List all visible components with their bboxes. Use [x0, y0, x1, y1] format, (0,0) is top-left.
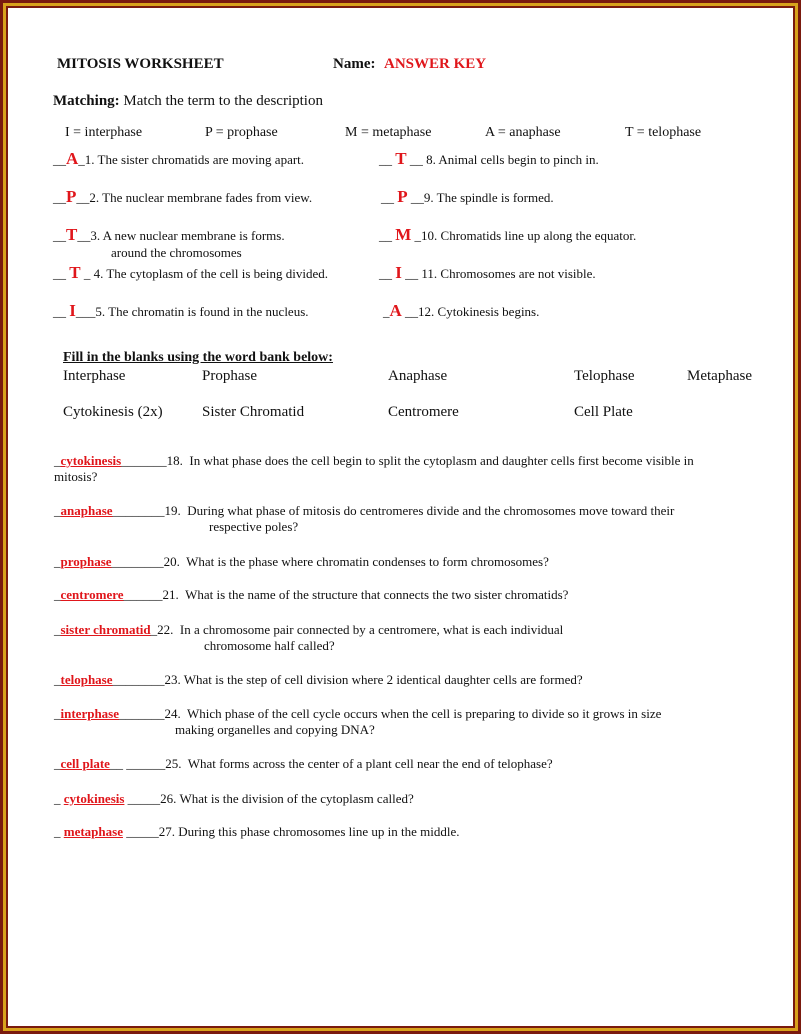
fill-answer: prophase [60, 554, 112, 569]
match-text: Animal cells begin to pinch in. [438, 152, 599, 167]
question-text: During this phase chromosomes line up in the middle. [178, 824, 460, 839]
match-item-3-continued: around the chromosomes [111, 245, 242, 260]
fill-answer: centromere [60, 587, 124, 602]
question-18-continued: mitosis? [54, 469, 98, 484]
fill-answer: sister chromatid [60, 622, 151, 637]
match-answer: I [69, 301, 76, 320]
blank-prefix: __ [53, 266, 70, 281]
question-24-continued: making organelles and copying DNA? [175, 722, 375, 737]
match-answer: T [395, 149, 407, 168]
question-text: What is the name of the structure that connects the two sister chromatids? [185, 587, 569, 602]
matching-instruction: Match the term to the description [123, 93, 323, 109]
blank-trail: _______ [119, 706, 165, 721]
question-21 [54, 587, 568, 603]
match-item-8 [379, 149, 599, 169]
match-text: The sister chromatids are moving apart. [97, 152, 305, 167]
legend-anaphase: A = anaphase [485, 125, 561, 140]
item-number: __2. [76, 190, 100, 205]
blank-lead: _ [54, 791, 64, 806]
match-item-5 [53, 301, 309, 321]
match-answer: P [397, 187, 408, 206]
fill-answer: anaphase [60, 503, 113, 518]
fill-answer: cell plate [60, 756, 110, 771]
match-answer: I [395, 263, 402, 282]
match-answer: T [69, 263, 81, 282]
word-bank-sister-chromatid: Sister Chromatid [202, 404, 305, 420]
name-label: Name: [333, 56, 376, 72]
match-item-2 [53, 187, 312, 207]
blank-lead: _ [54, 503, 61, 518]
match-text: A new nuclear membrane is forms. [102, 228, 285, 243]
question-19-continued: respective poles? [209, 519, 299, 534]
blank-trail: _____ [124, 791, 161, 806]
blank-prefix: _ [383, 304, 390, 319]
legend-metaphase: M = metaphase [345, 125, 432, 140]
blank-lead: _ [54, 587, 61, 602]
blank-trail: ________ [112, 503, 165, 518]
blank-lead: _ [54, 824, 64, 839]
question-number: 23. [164, 672, 181, 687]
match-answer: T [66, 225, 78, 244]
question-19 [54, 503, 674, 519]
blank-lead: _ [54, 453, 61, 468]
question-24 [54, 706, 661, 722]
blank-trail: ________ [111, 554, 164, 569]
worksheet-title: MITOSIS WORKSHEET [57, 56, 224, 72]
match-item-3 [53, 225, 285, 245]
match-item-1 [53, 149, 304, 169]
question-26 [54, 791, 414, 807]
item-number: __ 11. [401, 266, 438, 281]
legend-interphase: I = interphase [65, 125, 143, 140]
match-text: The nuclear membrane fades from view. [102, 190, 313, 205]
fill-answer: interphase [60, 706, 119, 721]
question-text: In what phase does the cell begin to split the cytoplasm and daughter cells first become visible in [189, 453, 694, 468]
question-25 [54, 756, 553, 772]
match-answer: A [389, 301, 402, 320]
match-text: Chromosomes are not visible. [440, 266, 596, 281]
match-answer: M [395, 225, 412, 244]
question-text: What forms across the center of a plant cell near the end of telophase? [187, 756, 553, 771]
question-22 [54, 622, 563, 638]
question-number: 24. [164, 706, 181, 721]
question-22-continued: chromosome half called? [204, 638, 335, 653]
item-number: __9. [407, 190, 434, 205]
word-bank-anaphase: Anaphase [388, 368, 448, 384]
item-number: _10. [411, 228, 438, 243]
match-text: Cytokinesis begins. [437, 304, 540, 319]
fill-heading: Fill in the blanks using the word bank below: [63, 350, 333, 365]
blank-prefix: __ [53, 190, 66, 205]
blank-trail: _____ [122, 824, 159, 839]
word-bank-interphase: Interphase [63, 368, 126, 384]
question-number: 19. [164, 503, 181, 518]
blank-lead: _ [54, 672, 61, 687]
blank-lead: _ [54, 554, 61, 569]
item-number: _ 4. [80, 266, 104, 281]
question-text: What is the phase where chromatin condenses to form chromosomes? [186, 554, 549, 569]
match-text: The spindle is formed. [436, 190, 554, 205]
match-text: Chromatids line up along the equator. [440, 228, 637, 243]
match-text: The cytoplasm of the cell is being divided. [106, 266, 329, 281]
fill-answer: metaphase [63, 824, 123, 839]
legend-prophase: P = prophase [205, 125, 278, 140]
question-23 [54, 672, 583, 688]
blank-lead: _ [54, 756, 61, 771]
item-number: __12. [401, 304, 435, 319]
question-number: 18. [166, 453, 183, 468]
match-item-4 [53, 263, 328, 283]
question-18 [54, 453, 694, 469]
question-number: 25. [165, 756, 182, 771]
fill-answer: cytokinesis [63, 791, 125, 806]
question-27 [54, 824, 459, 840]
blank-prefix: __ [53, 228, 66, 243]
word-bank-centromere: Centromere [388, 404, 459, 420]
matching-heading: Matching: [53, 93, 120, 109]
blank-prefix: __ [379, 152, 396, 167]
item-number: __3. [77, 228, 101, 243]
blank-prefix: __ [53, 304, 70, 319]
blank-prefix: __ [381, 190, 398, 205]
fill-answer: cytokinesis [60, 453, 122, 468]
blank-trail: __ ______ [109, 756, 166, 771]
question-number: 20. [163, 554, 180, 569]
question-text: In a chromosome pair connected by a centromere, what is each individual [179, 622, 564, 637]
question-number: 27. [158, 824, 175, 839]
match-item-12 [383, 301, 539, 321]
question-text: What is the division of the cytoplasm called? [179, 791, 414, 806]
question-number: 26. [160, 791, 177, 806]
match-answer: A [66, 149, 79, 168]
blank-prefix: __ [379, 228, 396, 243]
word-bank-cytokinesis: Cytokinesis (2x) [63, 404, 163, 420]
word-bank-prophase: Prophase [202, 368, 257, 384]
blank-trail: _ [150, 622, 158, 637]
match-item-11 [379, 263, 596, 283]
word-bank-cell-plate: Cell Plate [574, 404, 633, 420]
question-number: 21. [162, 587, 179, 602]
question-text: What is the step of cell division where 2 identical daughter cells are formed? [183, 672, 583, 687]
word-bank-metaphase: Metaphase [687, 368, 752, 384]
blank-trail: ________ [112, 672, 165, 687]
blank-prefix: __ [379, 266, 396, 281]
match-item-9 [381, 187, 554, 207]
match-text: The chromatin is found in the nucleus. [108, 304, 309, 319]
question-text: During what phase of mitosis do centromeres divide and the chromosomes move toward their [187, 503, 675, 518]
item-number: __ 8. [406, 152, 436, 167]
match-answer: P [66, 187, 77, 206]
item-number: _1. [78, 152, 95, 167]
question-number: 22. [157, 622, 174, 637]
blank-prefix: __ [53, 152, 66, 167]
blank-lead: _ [54, 706, 61, 721]
blank-trail: _______ [121, 453, 167, 468]
match-item-10 [379, 225, 636, 245]
word-bank-telophase: Telophase [574, 368, 635, 384]
blank-trail: ______ [123, 587, 163, 602]
matching-heading-row [53, 93, 323, 110]
fill-answer: telophase [60, 672, 113, 687]
name-value: ANSWER KEY [384, 56, 487, 72]
legend-telophase: T = telophase [625, 125, 702, 140]
item-number: ___5. [75, 304, 106, 319]
question-20 [54, 554, 549, 570]
question-text: Which phase of the cell cycle occurs when the cell is preparing to divide so it grows in size [187, 706, 662, 721]
blank-lead: _ [54, 622, 61, 637]
